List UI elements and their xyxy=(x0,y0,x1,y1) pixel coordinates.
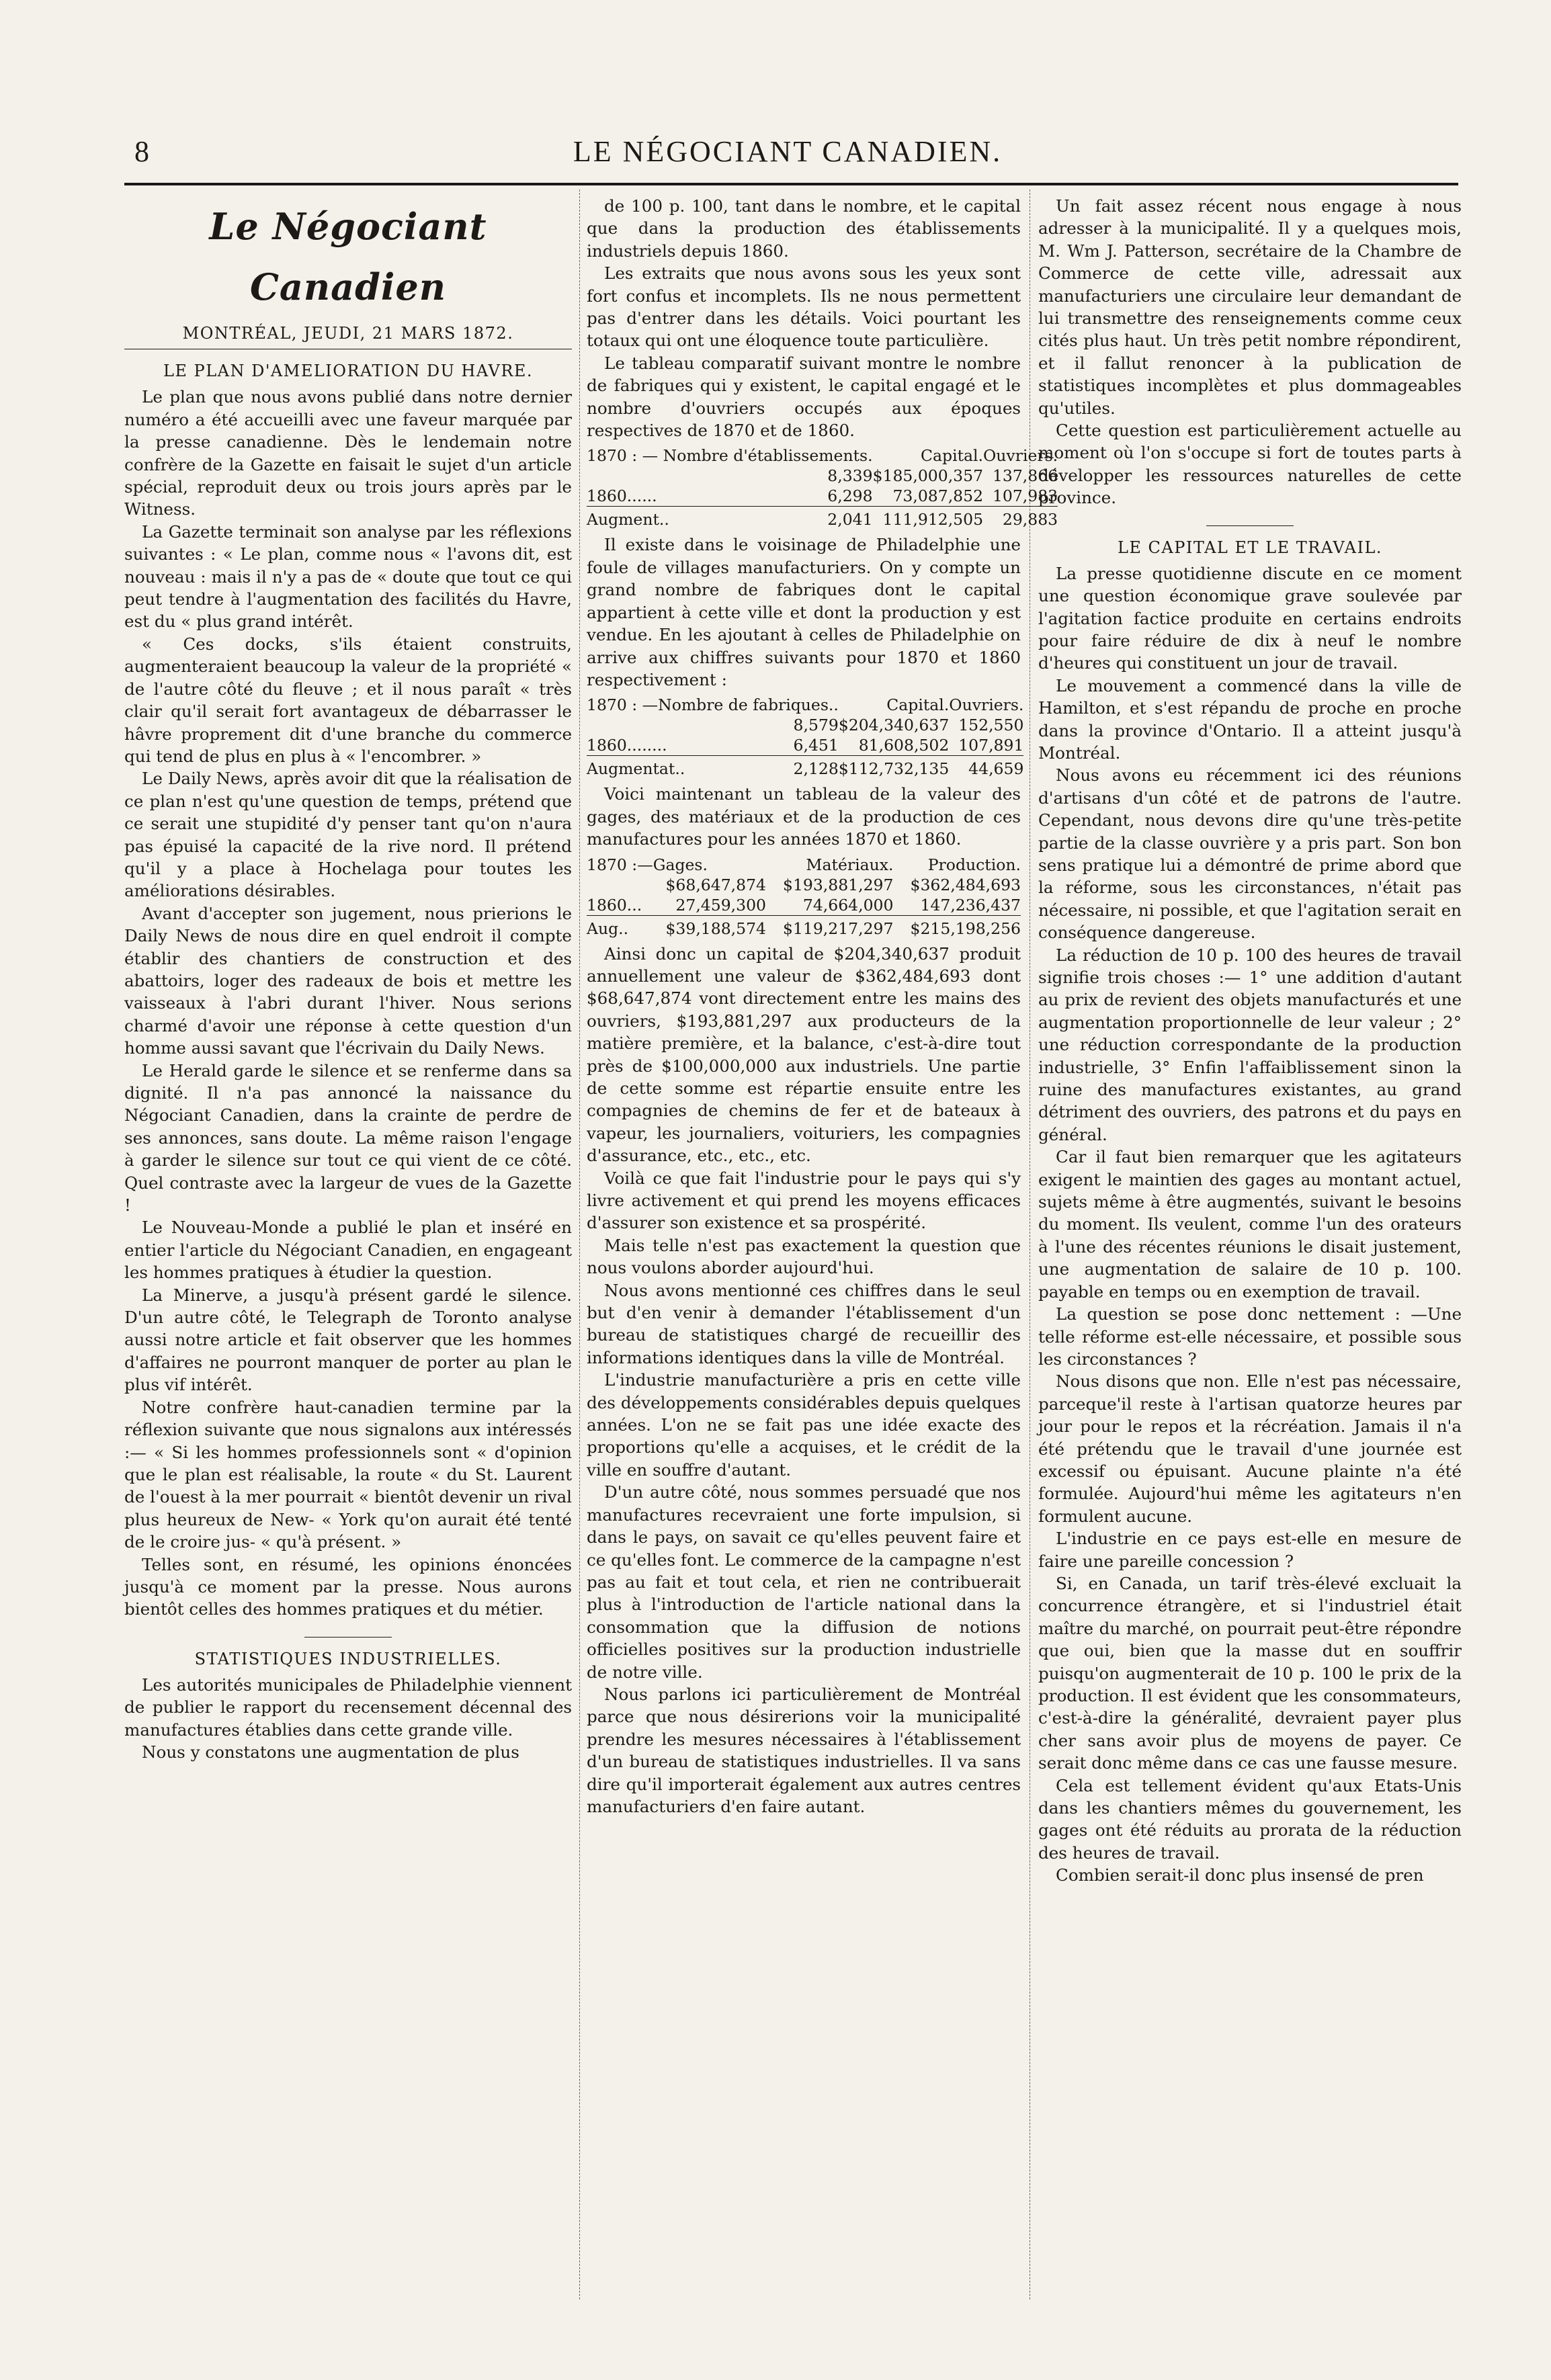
paragraph: « Ces docks, s'ils étaient construits, augmenteraient beaucoup la valeur de la propriété « de l'autre côté du fleuve ; et il nous paraît « très clair qu'il serait fort avantageux de débarrasser le hâvre proprement dit d'une branche du commerce qui tend de plus en plus à « l'encombrer. » xyxy=(124,634,572,766)
column-1 xyxy=(124,195,572,1763)
paragraph: D'un autre côté, nous sommes persuadé que nos manufactures recevraient une forte impulsion, si dans le pays, on savait ce qu'elles peuvent faire et ce qu'elles font. Le commerce de la campagne n'est pas au fait et tout cela, et rien ne contribuerait plus à l'introduction de l'article national dans la consommation que la diffusion de notions officielles positives sur la production industrielle de notre ville. xyxy=(587,1482,1021,1682)
table-cell: Augmentat.. xyxy=(587,756,759,779)
table-cell: 1860... xyxy=(587,895,642,915)
paragraph: Le plan que nous avons publié dans notre dernier numéro a été accueilli avec une faveur marquée par la presse canadienne. Dès le lendemain notre confrère de la Gazette en faisait le sujet d'un article spécial, reproduit deux ou trois jours après par le Witness. xyxy=(124,387,572,519)
table-cell: 152,550 xyxy=(958,716,1024,735)
section-divider xyxy=(1206,525,1294,526)
paragraph: Voici maintenant un tableau de la valeur des gages, des matériaux et de la production de ces manufactures pour les années 1870 et 1860. xyxy=(587,784,1021,849)
table-cell: 27,459,300 xyxy=(675,895,766,915)
table-cell: $185,000,357 xyxy=(872,466,984,486)
table-cell: 44,659 xyxy=(949,756,1023,779)
table-cell: 73,087,852 xyxy=(892,486,984,506)
header-rule xyxy=(124,183,1458,185)
paragraph: Voilà ce que fait l'industrie pour le pays qui s'y livre activement et qui prend les moyens efficaces d'assurer son existence et sa prospérité. xyxy=(587,1168,1021,1233)
running-title: LE NÉGOCIANT CANADIEN. xyxy=(573,135,1003,168)
table-cell: 2,041 xyxy=(771,507,873,530)
column-2 xyxy=(587,195,1058,1818)
paragraph: Le tableau comparatif suivant montre le nombre de fabriques qui y existent, le capital engagé et le nombre d'ouvriers occupés aux époques respectives de 1870 et de 1860. xyxy=(587,353,1021,441)
table-row xyxy=(587,895,1021,916)
paragraph: Nous y constatons une augmentation de plus xyxy=(142,1742,519,1762)
dateline: MONTRÉAL, JEUDI, 21 MARS 1872. xyxy=(124,323,572,349)
table-cell: 81,608,502 xyxy=(858,736,950,755)
table-cell: 2,128 xyxy=(759,756,839,779)
table-cell: $193,881,297 xyxy=(783,875,894,894)
paragraph: Nous disons que non. Elle n'est pas nécessaire, parceque'il reste à l'artisan quatorze heures par jour pour le repos et la récréation. Jamais il n'a été prétendu que le travail d'une journée est excessif ou épuisant. Aucune plainte n'a été formulée. Aujourd'hui même les agitateurs n'en formulent aucune. xyxy=(1038,1371,1462,1526)
paragraph: La Gazette terminait son analyse par les réflexions suivantes : « Le plan, comme nous « l'avons dit, est nouveau : mais il n'y a pas de « doute que tout ce qui peut tendre à l'augmentation des facilités du Havre, est du « plus grand intérêt. xyxy=(124,521,572,632)
paragraph: Le Herald garde le silence et se renferme dans sa dignité. Il n'a pas annoncé la naissance du Négociant Canadien, dans la crainte de perdre de ses annonces, sans doute. La même raison l'engage à garder le silence sur tout ce qui vient de ce côté. Quel contraste avec la largeur de vues de la Gazette ! xyxy=(124,1060,572,1216)
table-cell: $119,217,297 xyxy=(766,915,893,939)
paragraph: Nous avons mentionné ces chiffres dans le seul but d'en venir à demander l'établissement d'un bureau de statistiques chargé de recueillir des informations identiques dans la ville de Montréal. xyxy=(587,1280,1021,1367)
paragraph: L'industrie en ce pays est-elle en mesure de faire une pareille concession ? xyxy=(1038,1529,1462,1571)
article-title-capital-travail: LE CAPITAL ET LE TRAVAIL. xyxy=(1117,538,1383,557)
paragraph: Avant d'accepter son jugement, nous prierions le Daily News de nous dire en quel endroit il compte établir des chantiers de construction et des abattoirs, loger des radeaux de bois et mettre les vaisseaux à l'abri durant l'hiver. Nous serions charmé d'avoir une réponse à cette question d'un homme aussi savant que l'écrivain du Daily News. xyxy=(124,903,572,1058)
table-cell xyxy=(587,715,759,735)
table-header-row xyxy=(587,855,1021,875)
table-cell: 74,664,000 xyxy=(802,895,894,915)
table-cell: 111,912,505 xyxy=(873,507,983,530)
paragraph: L'industrie manufacturière a pris en cette ville des développements considérables depuis quelques années. L'on ne se fait pas une idée exacte des proportions qu'elle a acquises, et le crédit de la ville en souffre d'autant. xyxy=(587,1370,1021,1480)
table-cell: 147,236,437 xyxy=(920,895,1021,915)
paragraph: Un fait assez récent nous engage à nous adresser à la municipalité. Il y a quelques mois, M. Wm J. Patterson, secrétaire de la Chambre de Commerce de cette ville, adressait aux manufacturiers une circulaire leur demandant de lui transmettre des renseignements comme ceux cités plus haut. Un très petit nombre répondirent, et il fallut renoncer à la publication de statistiques incomplètes et plus dommageables qu'utiles. xyxy=(1038,196,1462,418)
paragraph: Telles sont, en résumé, les opinions énoncées jusqu'à ce moment par la presse. Nous aurons bientôt celles des hommes pratiques et du métier. xyxy=(124,1554,572,1619)
table-cell: 8,339 xyxy=(827,466,873,486)
paragraph: La presse quotidienne discute en ce moment une question économique grave soulevée par l'agitation factice produite en certains endroits pour faire réduire de dix à neuf le nombre d'heures qui constituent un jour de travail. xyxy=(1038,563,1462,673)
paragraph: Nous parlons ici particulièrement de Montréal parce que nous désirerions voir la municipalité prendre les mesures nécessaires à l'établissement d'un bureau de statistiques industrielles. Il va sans dire qu'il importerait également aux autres centres manufacturiers d'en faire autant. xyxy=(587,1684,1021,1816)
table-row xyxy=(587,466,1058,486)
table-cell: 137,866 xyxy=(992,466,1058,486)
article-title-statistiques: STATISTIQUES INDUSTRIELLES. xyxy=(194,1649,502,1668)
table-fabriques xyxy=(587,695,1023,779)
table-total-row xyxy=(587,507,1058,530)
paragraph: Car il faut bien remarquer que les agitateurs exigent le maintien des gages au montant actuel, sujets même à être augmentés, suivant le besoins du moment. Ils veulent, comme l'un des orateurs à l'une des récentes réunions le disait justement, une augmentation de salaire de 10 p. 100. payable en temps ou en exemption de travail. xyxy=(1038,1147,1462,1302)
paragraph: Cette question est particulièrement actuelle au moment où l'on s'occupe si fort de toutes parts à développer les ressources naturelles de cette province. xyxy=(1038,421,1462,508)
table-header-row xyxy=(587,445,1058,466)
paragraph: Le Nouveau-Monde a publié le plan et inséré en entier l'article du Négociant Canadien, en engageant les hommes pratiques à étudier la question. xyxy=(124,1218,572,1283)
table-cell: 29,883 xyxy=(983,507,1058,530)
paragraph: Combien serait-il donc plus insensé de pren xyxy=(1056,1865,1424,1885)
section-divider xyxy=(304,1637,392,1638)
table-header-cell: Matériaux. xyxy=(806,855,894,874)
table-cell: $215,198,256 xyxy=(893,915,1021,939)
table-cell: $39,188,574 xyxy=(651,915,766,939)
table-header-cell: 1870 :—Gages. xyxy=(587,855,708,874)
table-row xyxy=(587,715,1023,735)
table-header-cell: 1870 : —Nombre de fabriques.. xyxy=(587,695,839,715)
page-header xyxy=(121,134,1454,181)
paragraph: Il existe dans le voisinage de Philadelphie une foule de villages manufacturiers. On y compte un grand nombre de fabriques dont le capital appartient à cette ville et dont la production y est vendue. En les ajoutant à celles de Philadelphie on arrive aux chiffres suivants pour 1870 et 1860 respectivement : xyxy=(587,535,1021,689)
table-row xyxy=(587,735,1023,756)
paragraph: La Minerve, a jusqu'à présent gardé le silence. D'un autre côté, le Telegraph de Toronto analyse aussi notre article et fait observer que les hommes d'affaires ne pourront manquer de porter au plan le plus vif intérêt. xyxy=(124,1285,572,1395)
table-cell: $112,732,135 xyxy=(839,756,949,779)
table-cell: 107,983 xyxy=(992,486,1058,506)
paragraph: Les extraits que nous avons sous les yeux sont fort confus et incomplets. Ils ne nous permettent pas d'entrer dans les détails. Voici pourtant les totaux qui ont une éloquence toute particulière. xyxy=(587,263,1021,351)
table-cell: 1860........ xyxy=(587,736,667,755)
paragraph: Ainsi donc un capital de $204,340,637 produit annuellement une valeur de $362,484,693 dont $68,647,874 vont directement entre les mains des ouvriers, $193,881,297 aux producteurs de la matière première, et la balance, c'est-à-dire tout près de $100,000,000 aux industriels. Une partie de cette somme est répartie ensuite entre les compagnies de chemins de fer et de bateaux à vapeur, les journaliers, voituriers, les compagnies d'assurance, etc., etc., etc. xyxy=(587,943,1021,1166)
table-header-cell: Capital. xyxy=(921,446,984,466)
column-3 xyxy=(1038,195,1462,1887)
table-cell: 8,579 xyxy=(793,716,839,735)
table-header-cell: Capital. xyxy=(886,695,950,715)
table-cell: Aug.. xyxy=(587,915,651,939)
article-title-havre: LE PLAN D'AMELIORATION DU HAVRE. xyxy=(163,362,534,381)
table-gages xyxy=(587,855,1021,939)
paragraph: Nous avons eu récemment ici des réunions d'artisans d'un côté et de patrons de l'autre. Cependant, nous devons dire qu'une très-petite partie de la classe ouvrière y a pris part. Son bon sens pratique lui a démontré de prime abord que la réforme, sous les circonstances, n'était pas nécessaire, ni possible, et que l'agitation serait en conséquence dangereuse. xyxy=(1038,765,1462,943)
table-header-row xyxy=(587,695,1023,715)
table-cell: $204,340,637 xyxy=(838,716,950,735)
table-header-cell: Ouvriers. xyxy=(983,446,1058,466)
paragraph: Notre confrère haut-canadien termine par la réflexion suivante que nous signalons aux intéressés :— « Si les hommes professionnels sont « d'opinion que le plan est réalisable, la route « du St. Laurent de l'ouest à la mer pourrait « bientôt devenir un rival plus heureux de New- « York qu'on aurait été tenté de le croire jus- « qu'à présent. » xyxy=(124,1397,572,1552)
table-header-cell: Production. xyxy=(927,855,1021,874)
column-divider xyxy=(579,189,580,2299)
table-cell: 1860...... xyxy=(587,486,657,506)
table-cell: Augment.. xyxy=(587,507,771,530)
table-cell: 6,451 xyxy=(793,736,839,755)
paragraph: La réduction de 10 p. 100 des heures de travail signifie trois choses :— 1° une addition d'autant au prix de revient des objets manufacturés et une augmentation proportionnelle de leur valeur ; 2° une réduction correspondante de la production industrielle, 3° Enfin l'affaiblissement sinon la ruine des manufactures existantes, au grand détriment des ouvriers, des patrons et du pays en général. xyxy=(1038,945,1462,1144)
table-etablissements xyxy=(587,445,1058,529)
masthead: Le Négociant Canadien xyxy=(209,205,487,308)
table-cell xyxy=(587,875,651,895)
paragraph: Le mouvement a commencé dans la ville de Hamilton, et s'est répandu de proche en proche dans la province d'Ontario. Il a atteint jusqu'à Montréal. xyxy=(1038,675,1462,763)
table-header-cell: Ouvriers. xyxy=(949,695,1024,715)
table-total-row xyxy=(587,756,1023,779)
table-header-cell: 1870 : — Nombre d'établissements. xyxy=(587,446,873,466)
table-cell: 6,298 xyxy=(827,486,873,506)
table-total-row xyxy=(587,915,1021,939)
paragraph: de 100 p. 100, tant dans le nombre, et le capital que dans la production des établissements industriels depuis 1860. xyxy=(587,196,1021,261)
table-cell: 107,891 xyxy=(958,736,1024,755)
paragraph: Si, en Canada, un tarif très-élevé excluait la concurrence étrangère, et si l'industriel était maître du marché, on pourrait peut-être répondre que oui, bien que la masse dut en souffrir puisqu'on augmenterait de 10 p. 100 le prix de la production. Il est évident que les consommateurs, c'est-à-dire la généralité, devraient payer plus cher sans avoir plus de moyens de payer. Ce serait donc même dans ce cas une fausse mesure. xyxy=(1038,1573,1462,1773)
table-cell: $362,484,693 xyxy=(910,875,1021,894)
paragraph: Les autorités municipales de Philadelphie viennent de publier le rapport du recensement décennal des manufactures établies dans cette grande ville. xyxy=(124,1674,572,1740)
table-cell xyxy=(587,466,771,486)
paragraph: La question se pose donc nettement : —Une telle réforme est-elle nécessaire, et possible sous les circonstances ? xyxy=(1038,1304,1462,1369)
table-row xyxy=(587,875,1021,895)
table-row xyxy=(587,486,1058,507)
paragraph: Cela est tellement évident qu'aux Etats-Unis dans les chantiers mêmes du gouvernement, les gages ont été réduits au prorata de la réduction des heures de travail. xyxy=(1038,1775,1462,1863)
page-number: 8 xyxy=(134,135,149,168)
paragraph: Mais telle n'est pas exactement la question que nous voulons aborder aujourd'hui. xyxy=(587,1235,1021,1278)
paragraph: Le Daily News, après avoir dit que la réalisation de ce plan n'est qu'une question de temps, prétend que ce serait une stupidité d'y penser tant qu'on n'aura pas épuisé la capacité de la rive nord. Il prétend qu'il y a place à Hochelaga pour toutes les améliorations désirables. xyxy=(124,769,572,901)
table-cell: $68,647,874 xyxy=(665,875,766,894)
